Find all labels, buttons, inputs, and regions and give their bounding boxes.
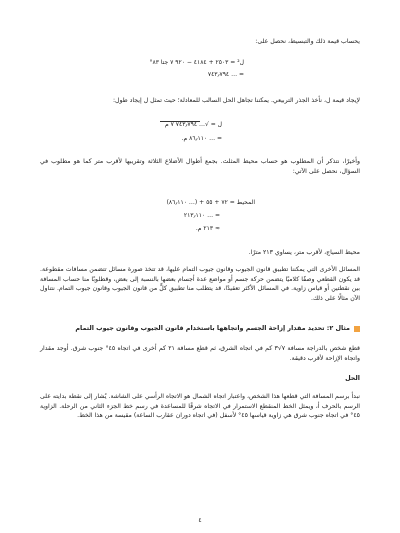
- sqrt-bar: [160, 121, 200, 122]
- example-heading: مثال ٢: تحديد مقدار إزاحة الجسم واتجاهها باستخدام قانون الجيوب وقانون جيوب التمام: [75, 324, 350, 332]
- equation-1-line-1: ل² = ٢٥٠٣ + ٤١٨٤ − ٩٢٠ ٧ جتا ٨٣°: [149, 59, 244, 66]
- paragraph-sqrt: لإيجاد قيمة ل، نأخذ الجذر التربيعي. يمكننا تجاهل الحل السالب للمعادلة؛ حيث تمثل ل إيجاد طول:: [112, 97, 360, 104]
- equation-2-line-2: = … ٨٦٫١١٠ م.: [181, 135, 222, 142]
- page-number: ٤: [198, 517, 202, 524]
- paragraph-fence: محيط السياج، لأقرب متر، يساوي ٢١٣ مترًا.: [248, 249, 360, 256]
- paragraph-perimeter: وأخيرًا، نتذكر أن المطلوب هو حساب محيط المثلث. بجمع أطوال الأضلاع الثلاثة وتقريبها لأقرب متر كما هو مطلوب في السؤال، نحصل على الآتي:: [40, 158, 360, 175]
- equation-2-line-1: ل = √… ٧٤٣٫٧٩٤ ٧ م: [164, 121, 222, 128]
- example-body: قطع شخص بالدراجة مسافة ٧√٣ كم في اتجاه الشرق، ثم قطع مسافة ٢١ كم أخرى في اتجاه ٤٥° جنوب شرق. أوجد مقدار واتجاه الإزاحة لأقرب دقيقة.: [40, 345, 360, 362]
- solution-body: نبدأ برسم المسافة التي قطعها هذا الشخص، واعتبار اتجاه الشمال هو الاتجاه الرأسي على الشاشة. يُشار إلى نقطة بدايته على الرسم بالحرف أ، ويمثل الخط المنقطع الاستمرار في الاتجاه شرقًا للمساعدة في رسم خط الجزء الثاني من الرحلة. الزاوية ٤٥° في اتجاه جنوب شرق هي زاوية قياسها ٤٥° لأسفل (في اتجاه دوران عقارب الساعة) مقيسة من هذا الخط.: [40, 393, 360, 419]
- paragraph-other-problems: المسائل الأخرى التي يمكننا تطبيق قانون الجيوب وقانون جيوب التمام عليها، قد تتخذ صورة مسائل تتضمن مسافات مقطوعة. قد يكون القطعي وصفًا كلاميًا يتضمن حركة جسم أو مواضع عدة أجسام بعضها بالنسبة إلى بعض، وقطلوبًا منا حساب المسافة بين نقطتين أو قياس زاوية. في المسائل الأكثر تعقيدًا، قد يتطلب منا تطبيق كلٍّ من قانون الجيوب وقانون جيوب التمام. نتناول الآن مثالًا على ذلك.: [40, 266, 360, 302]
- equation-3-line-2: = … ٢١٣٫١١٠: [183, 212, 220, 219]
- equation-3-line-3: ≈ ٢١٣ م.: [195, 225, 220, 232]
- intro-line: يحساب قيمة ذلك والتبسيط، نحصل على:: [255, 38, 360, 45]
- example-marker-square: [354, 326, 360, 332]
- equation-1-line-2: = … ٧٤٣٫٧٩٤: [207, 71, 244, 78]
- equation-3-line-1: المحيط = ٧٢ + ٥٥ + (… ٨٦٫١١٠): [166, 199, 255, 206]
- solution-label: الحل: [345, 374, 360, 382]
